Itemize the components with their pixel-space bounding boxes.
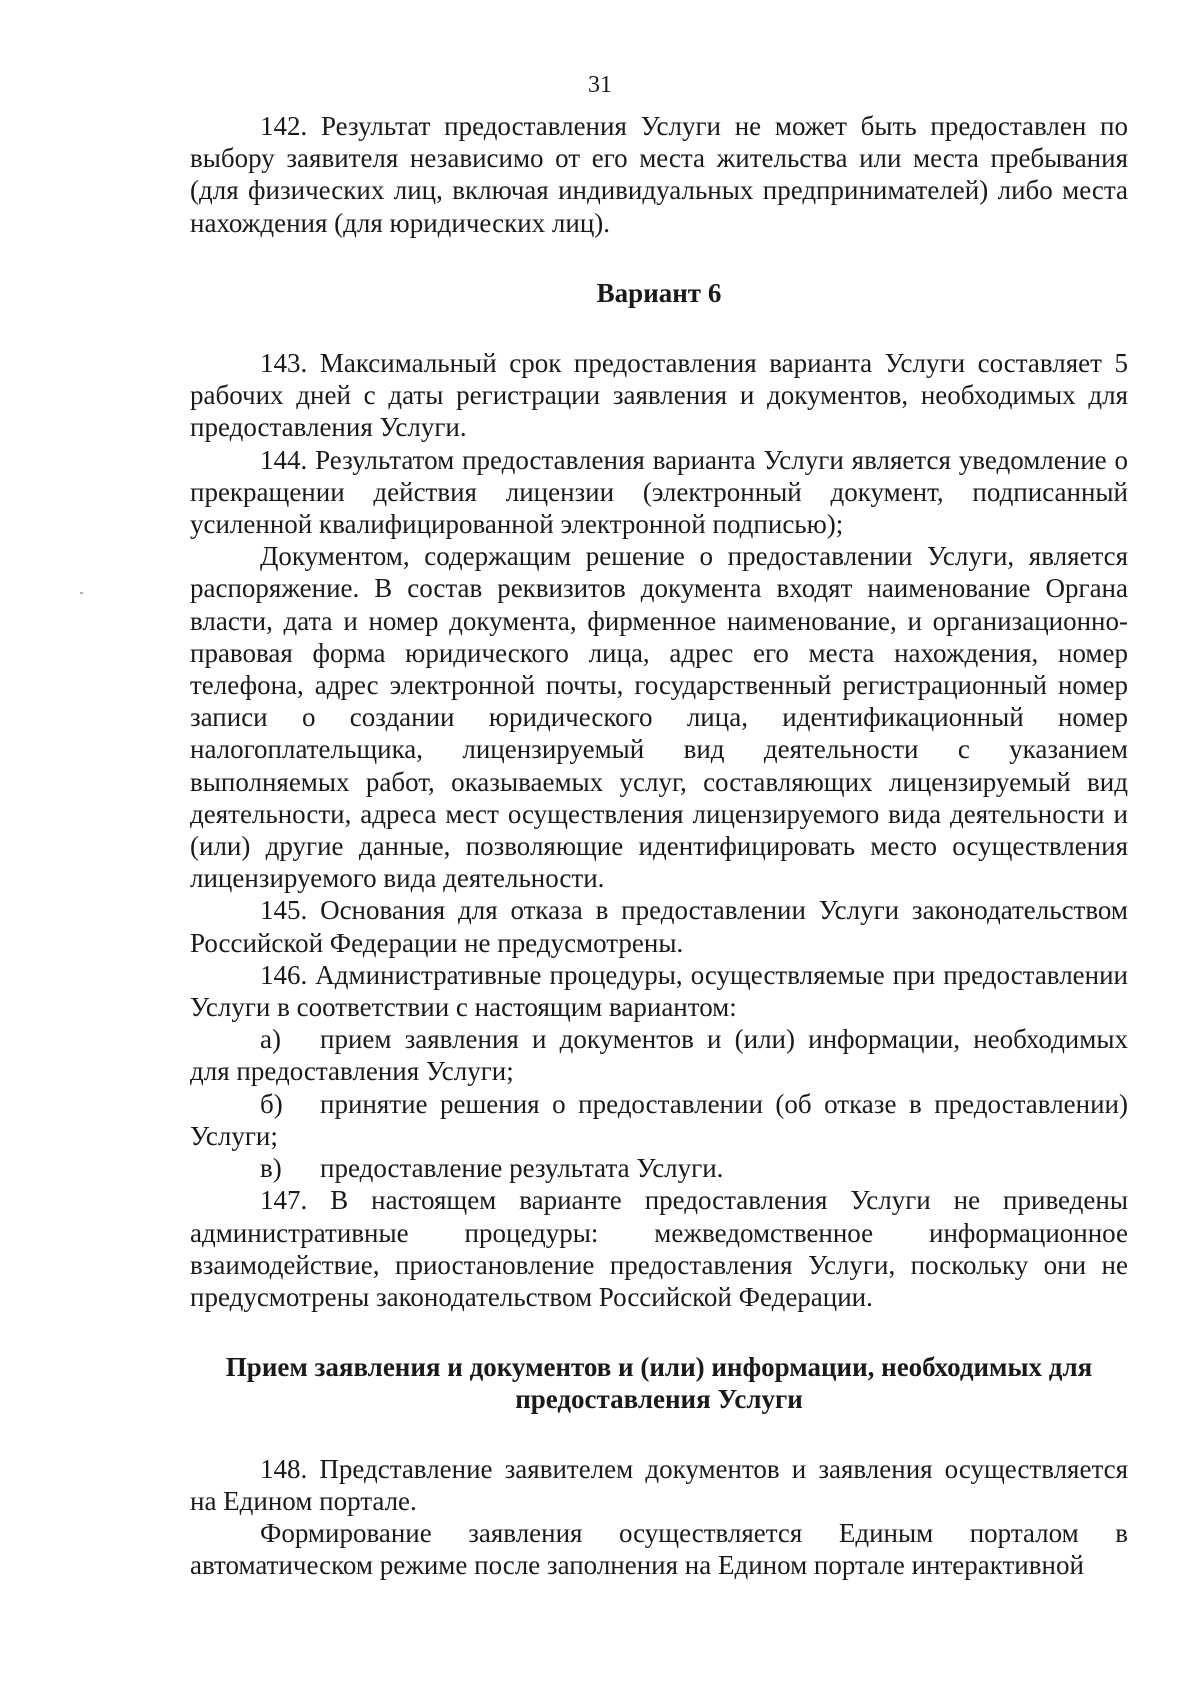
paragraph-143: 143. Максимальный срок предоставления варианта Услуги составляет 5 рабочих дней с даты регистрации заявления и документов, необходимых для предоставления Услуги.: [190, 348, 1128, 443]
scan-speck: [80, 592, 83, 594]
paragraph-144-document: Документом, содержащим решение о предоставлении Услуги, является распоряжение. В состав реквизитов документа входят наименование Органа власти, дата и номер документа, фирменное наименование, и организационно-правовая форма юридического лица, адрес его места нахождения, номер телефона, адрес электронной почты, государственный регистрационный номер записи о создании юридического лица, идентификационный номер налогоплательщика, лицензируемый вид деятельности с указанием выполняемых работ, оказываемых услуг, составляющих лицензируемый вид деятельности, адреса мест осуществления лицензируемого вида деятельности и (или) другие данные, позволяющие идентифицировать место осуществления лицензируемого вида деятельности.: [190, 541, 1128, 894]
list-item-label: в): [260, 1153, 282, 1184]
list-item-text: принятие решения о предоставлении (об отказе в предоставлении) Услуги;: [190, 1088, 1128, 1151]
list-item: [190, 1152, 1128, 1184]
paragraph-147: 147. В настоящем варианте предоставления Услуги не приведены административные процедуры: межведомственное информационное взаимодействие, приостановление предоставления Услуги, поскольку они не предусмотрены законодательством Российской Федерации.: [190, 1185, 1128, 1312]
list-item-label: а): [260, 1024, 281, 1055]
page-number: 31: [588, 72, 612, 98]
paragraph-145: 145. Основания для отказа в предоставлении Услуги законодательством Российской Федерации не предусмотрены.: [190, 895, 1128, 958]
paragraph-146: 146. Административные процедуры, осуществляемые при предоставлении Услуги в соответствии с настоящим вариантом:: [190, 959, 1128, 1023]
section-heading-variant: Вариант 6: [596, 277, 722, 308]
page-content: [190, 110, 1128, 1581]
paragraph-142: 142. Результат предоставления Услуги не может быть предоставлен по выбору заявителя независимо от его места жительства или места пребывания (для физических лиц, включая индивидуальных предпринимателей) либо места нахождения (для юридических лиц).: [190, 111, 1128, 238]
list-item-label: б): [260, 1088, 283, 1119]
list-item: [190, 1023, 1128, 1087]
list-item: [190, 1088, 1128, 1152]
paragraph-148-formation: Формирование заявления осуществляется Единым порталом в автоматическом режиме после заполнения на Едином портале интерактивной: [190, 1517, 1128, 1581]
paragraph-144: 144. Результатом предоставления варианта Услуги является уведомление о прекращении действия лицензии (электронный документ, подписанный усиленной квалифицированной электронной подписью);: [190, 444, 1128, 540]
section-heading-reception: Прием заявления и документов и (или) информации, необходимых для предоставления Услуги: [225, 1352, 1093, 1415]
paragraph-148: 148. Представление заявителем документов и заявления осуществляется на Едином портале.: [190, 1453, 1128, 1516]
list-item-text: прием заявления и документов и (или) информации, необходимых для предоставления Услуги;: [190, 1024, 1128, 1087]
list-item-text: предоставление результата Услуги.: [320, 1153, 724, 1184]
